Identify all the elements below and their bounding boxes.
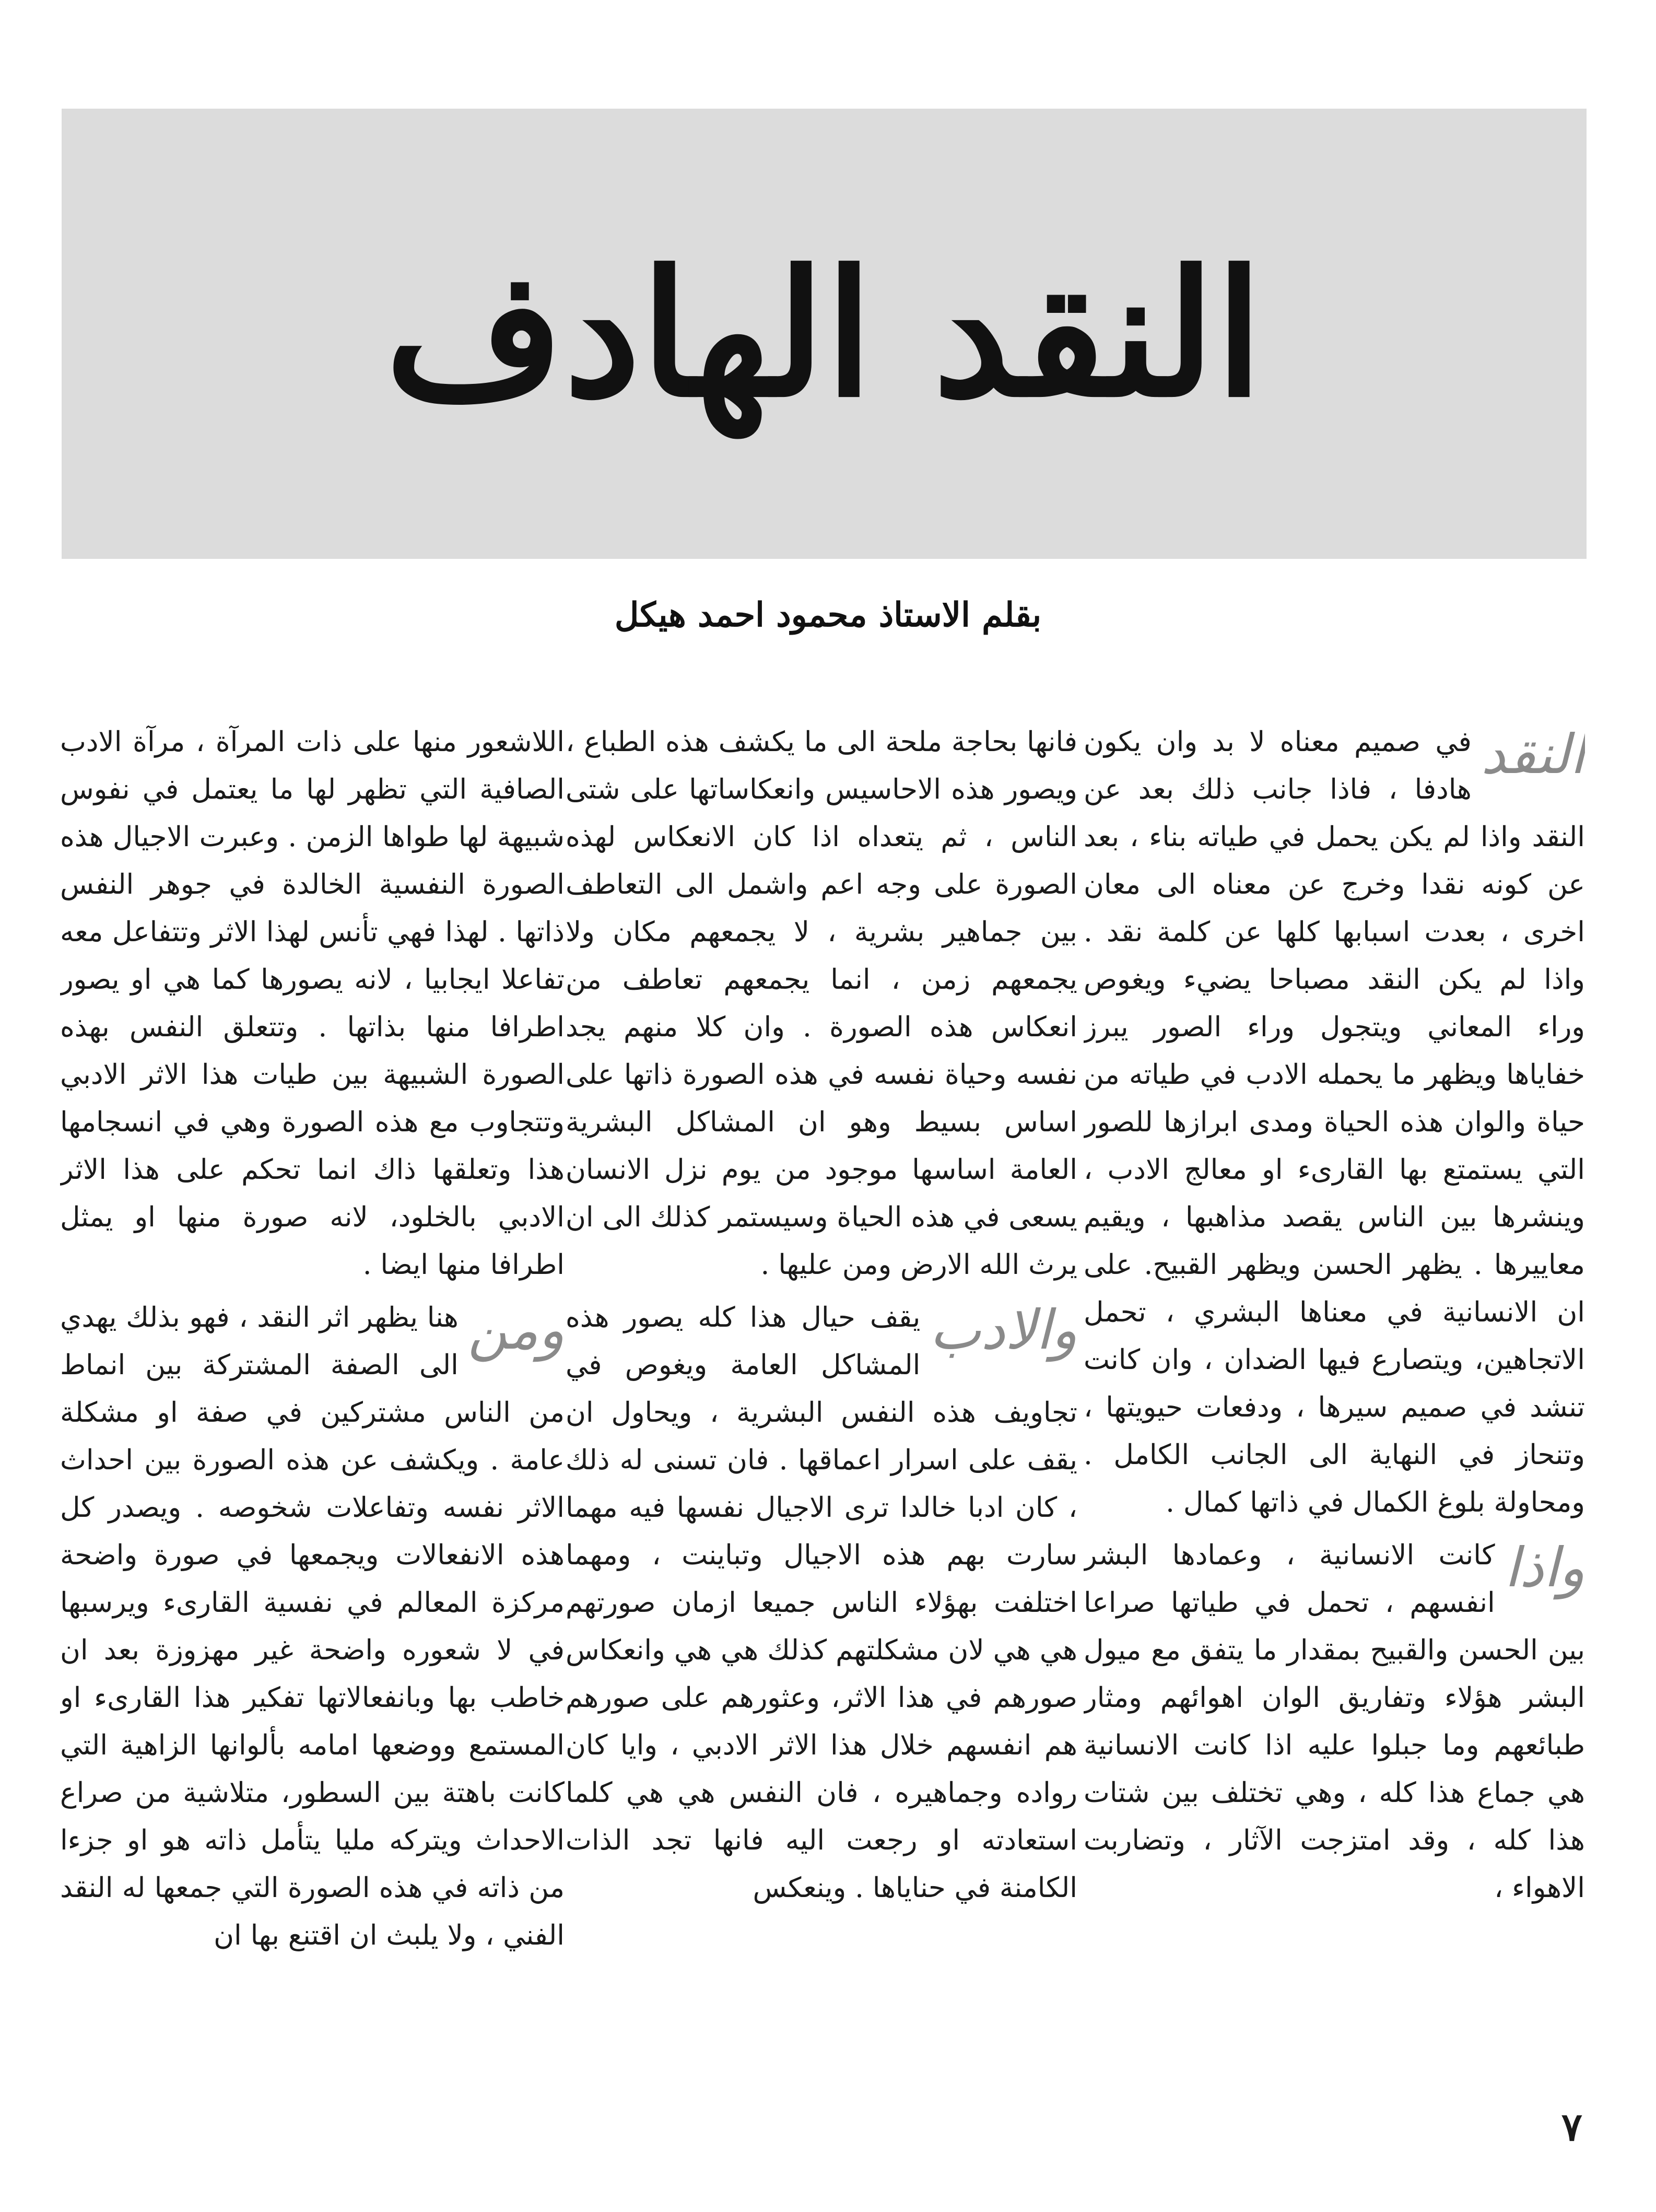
text-column-left (60, 718, 565, 2034)
paragraph (60, 1294, 565, 1959)
paragraph-text: في صميم معناه لا بد وان يكون هادفا ، فاذا جانب ذلك بعد عن النقد واذا لم يكن يحمل في طياته بناء ، بعد عن كونه نقدا وخرج عن معناه الى معان اخرى ، بعدت اسبابها كلها عن كلمة نقد . واذا لم يكن النقد مصباحا يضيء ويغوص وراء المعاني ويتجول وراء الصور يبرز خفاياها ويظهر ما يحمله الادب في طياته من حياة والوان هذه الحياة ومدى ابرازها للصور التي يستمتع بها القارىء او معالج الادب ، وينشرها بين الناس يقصد مذاهبها ، ويقيم معاييرها . يظهر الحسن ويظهر القبيح. على ان الانسانية في معناها البشري ، تحمل الاتجاهين، ويتصارع فيها الضدان ، وان كانت تنشد في صميم سيرها ، ودفعات حيويتها ، وتنحاز في النهاية الى الجانب الكامل . ومحاولة بلوغ الكمال في ذاتها كمال . (1084, 726, 1585, 1518)
paragraph-text: اللاشعور منها على ذات المرآة ، مرآة الادب الصافية التي تظهر لها ما يعتمل في نفوس شبيهة لها طواها الزمن . وعبرت الاجيال هذه الصورة النفسية الخالدة في جوهر النفس ذاتها . لهذا فهي تأنس لهذا الاثر وتتفاعل معه تفاعلا ايجابيا ، لانه يصورها كما هي او يصور اطرافا منها بذاتها . وتتعلق النفس بهذه الصورة الشبيهة بين طيات هذا الاثر الادبي وتتجاوب مع هذه الصورة وهي في انسجامها هذا وتعلقها ذاك انما تحكم على هذا الاثر الادبي بالخلود، لانه صورة منها او يمثل اطرافا منها ايضا . (60, 726, 565, 1281)
paragraph (1084, 718, 1585, 1526)
byline: بقلم الاستاذ محمود احمد هيكل (614, 595, 1042, 635)
section-word-criticism: النقد (1481, 722, 1585, 786)
text-column-middle (566, 718, 1077, 2034)
paragraph-text: فانها بحاجة ملحة الى ما يكشف هذه الطباع ، ويصور هذه الاحاسيس وانعكاساتها على شتى الناس ، ثم يتعداه اذا كان الانعكاس لهذه الصورة على وجه اعم واشمل الى التعاطف بين جماهير بشرية ، لا يجمعهم مكان ولا يجمعهم زمن ، انما يجمعهم تعاطف من انعكاس هذه الصورة . وان كلا منهم يجد نفسه وحياة نفسه في هذه الصورة ذاتها على اساس بسيط وهو ان المشاكل البشرية العامة اساسها موجود من يوم نزل الانسان يسعى في هذه الحياة وسيستمر كذلك الى ان يرث الله الارض ومن عليها . (566, 726, 1077, 1281)
paragraph (1084, 1531, 1585, 1912)
section-word-here: ومن (467, 1298, 565, 1362)
paragraph (566, 1294, 1077, 1912)
paragraph (60, 718, 565, 1289)
paragraph-text: هنا يظهر اثر النقد ، فهو بذلك يهدي الى الصفة المشتركة بين انماط من الناس مشتركين في صفة او مشكلة عامة . ويكشف عن هذه الصورة بين احداث الاثر نفسه وتفاعلات شخوصه . ويصدر كل هذه الانفعالات ويجمعها في صورة واضحة مركزة المعالم في نفسية القارىء ويرسبها في لا شعوره واضحة غير مهزوزة بعد ان خاطب بها وبانفعالاتها تفكير هذا القارىء او المستمع ووضعها امامه بألوانها الزاهية التي كانت باهتة بين السطور، متلاشية من صراع الاحداث ويتركه مليا يتأمل ذاته هو او جزءا من ذاته في هذه الصورة التي جمعها له النقد الفني ، ولا يلبث ان اقتنع بها ان (60, 1302, 565, 1951)
section-word-literature: والادب (930, 1298, 1077, 1362)
text-column-right (1084, 718, 1585, 2034)
article-title: النقد الهادف (385, 232, 1263, 435)
paragraph (566, 718, 1077, 1289)
title-banner (62, 109, 1587, 559)
paragraph-text: يقف حيال هذا كله يصور هذه المشاكل العامة ويغوص في تجاويف هذه النفس البشرية ، ويحاول ان يقف على اسرار اعماقها . فان تسنى له ذلك ، كان ادبا خالدا ترى الاجيال نفسها فيه مهما سارت بهم هذه الاجيال وتباينت ، ومهما اختلفت بهؤلاء الناس جميعا ازمان صورتهم هي هي لان مشكلتهم كذلك هي هي وانعكاس صورهم في هذا الاثر، وعثورهم على صورهم هم انفسهم خلال هذا الاثر الادبي ، وايا كان رواده وجماهيره ، فان النفس هي هي كلما استعادته او رجعت اليه فانها تجد الذات الكامنة في حناياها . وينعكس (566, 1302, 1077, 1904)
section-word-and-if: واذا (1504, 1536, 1585, 1599)
page-number: ٧ (1561, 2105, 1582, 2150)
paragraph-text: كانت الانسانية ، وعمادها البشر انفسهم ، تحمل في طياتها صراعا بين الحسن والقبيح بمقدار ما يتفق مع ميول البشر هؤلاء وتفاريق الوان اهوائهم ومثار طبائعهم وما جبلوا عليه اذا كانت الانسانية هي جماع هذا كله ، وهي تختلف بين شتات هذا كله ، وقد امتزجت الآثار ، وتضاربت الاهواء ، (1084, 1539, 1585, 1904)
